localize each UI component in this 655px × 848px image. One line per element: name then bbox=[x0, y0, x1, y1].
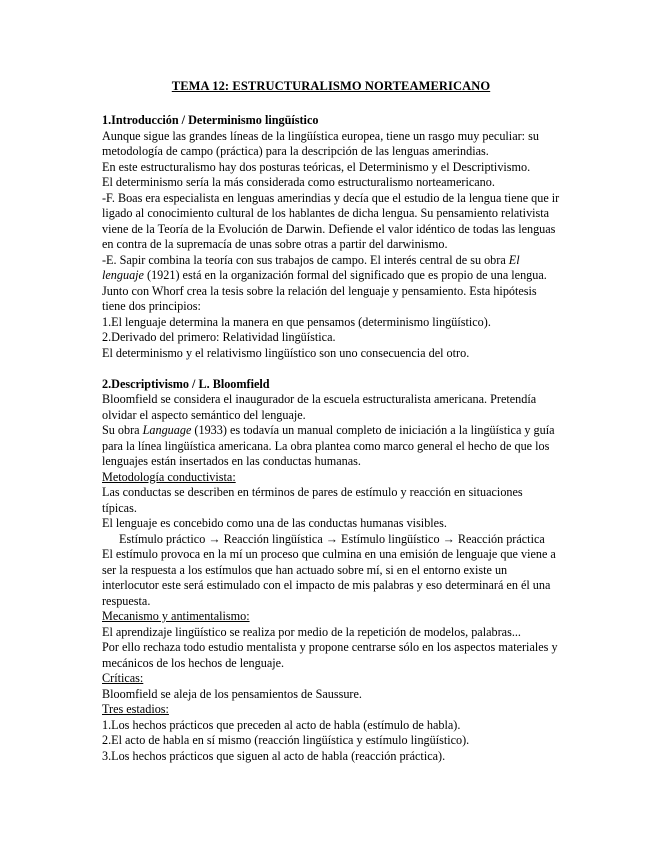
section-heading: 2.Descriptivismo / L. Bloomfield bbox=[102, 376, 270, 391]
stimulus-chain: Estímulo práctico → Reacción lingüística → Estímulo lingüístico → Reacción práctica bbox=[119, 531, 545, 546]
book-title: El lenguaje bbox=[102, 252, 520, 282]
text-run: (1921) está en la organización formal del significado que es propio de una lengua. Junto con Whorf crea la tesis sobre la relación del lenguaje y pensamiento. Esta hipótesis tiene dos principios: bbox=[102, 268, 547, 313]
paragraph: Las conductas se describen en términos de pares de estímulo y reacción en situaciones típicas. bbox=[102, 485, 523, 515]
list-item: 2.Derivado del primero: Relatividad lingüística. bbox=[102, 330, 336, 344]
paragraph: Bloomfield se aleja de los pensamientos de Saussure. bbox=[102, 686, 362, 701]
list-item: 3.Los hechos prácticos que siguen al acto de habla (reacción práctica). bbox=[102, 748, 446, 763]
paragraph bbox=[102, 253, 560, 315]
paragraph: El estímulo provoca en la mí un proceso que culmina en una emisión de lenguaje que viene a ser la respuesta a los estímulos que han actuado sobre mí, si en el entorno existe un interlocutor este será estimulado con el impacto de mis palabras y eso determinará en él una respuesta. bbox=[102, 547, 556, 608]
list-item: 1.Los hechos prácticos que preceden al acto de habla (estímulo de habla). bbox=[102, 717, 461, 732]
document-title: TEMA 12: ESTRUCTURALISMO NORTEAMERICANO bbox=[171, 79, 491, 93]
paragraph: El lenguaje es concebido como una de las conductas humanas visibles. bbox=[102, 516, 447, 530]
spacer bbox=[102, 361, 560, 377]
text-run: -E. Sapir combina la teoría con sus trabajos de campo. El interés central de su obra bbox=[102, 252, 509, 267]
text-run: Su obra bbox=[102, 423, 143, 437]
paragraph bbox=[102, 423, 560, 470]
paragraph: Aunque sigue las grandes líneas de la lingüística europea, tiene un rasgo muy peculiar: su metodología de campo (práctica) para la descripción de las lenguas amerindias. bbox=[102, 128, 539, 158]
paragraph: El aprendizaje lingüístico se realiza por medio de la repetición de modelos, palabras... bbox=[102, 624, 521, 639]
text-run: (1933) es todavía un manual completo de iniciación a la lingüística y guía para la línea lingüística americana. La obra plantea como marco general el hecho de que los lenguajes están insertados en las conductas humanas. bbox=[102, 423, 555, 468]
section-descriptivismo bbox=[102, 377, 560, 765]
paragraph: Bloomfield se considera el inaugurador de la escuela estructuralista americana. Pretendía olvidar el aspecto semántico del lenguaje. bbox=[102, 392, 537, 422]
paragraph: En este estructuralismo hay dos posturas teóricas, el Determinismo y el Descriptivismo. bbox=[102, 159, 531, 174]
subheading: Tres estadios: bbox=[102, 702, 169, 716]
list-item: 1.El lenguaje determina la manera en que pensamos (determinismo lingüístico). bbox=[102, 314, 491, 329]
section-introduccion bbox=[102, 113, 560, 361]
section-heading: 1.Introducción / Determinismo lingüístico bbox=[102, 113, 319, 127]
list-item: 2.El acto de habla en sí mismo (reacción lingüística y estímulo lingüístico). bbox=[102, 733, 470, 747]
subheading: Mecanismo y antimentalismo: bbox=[102, 609, 250, 623]
subheading: Metodología conductivista: bbox=[102, 469, 236, 484]
book-title: Language bbox=[142, 423, 192, 437]
subheading: Críticas: bbox=[102, 671, 144, 685]
paragraph: El determinismo sería la más considerada como estructuralismo norteamericano. bbox=[102, 175, 495, 189]
paragraph: -F. Boas era especialista en lenguas amerindias y decía que el estudio de la lengua tiene que ir ligado al conocimiento cultural de los hablantes de dicha lengua. Su pensamiento relativista viene de la Teoría de la Evolución de Darwin. Defiende el valor idéntico de todas las lenguas en contra de la supremacía de unas sobre otras a partir del darwinismo. bbox=[102, 190, 560, 251]
paragraph: El determinismo y el relativismo lingüístico son uno consecuencia del otro. bbox=[102, 345, 470, 360]
paragraph: Por ello rechaza todo estudio mentalista y propone centrarse sólo en los aspectos materiales y mecánicos de los hechos de lenguaje. bbox=[102, 640, 558, 670]
